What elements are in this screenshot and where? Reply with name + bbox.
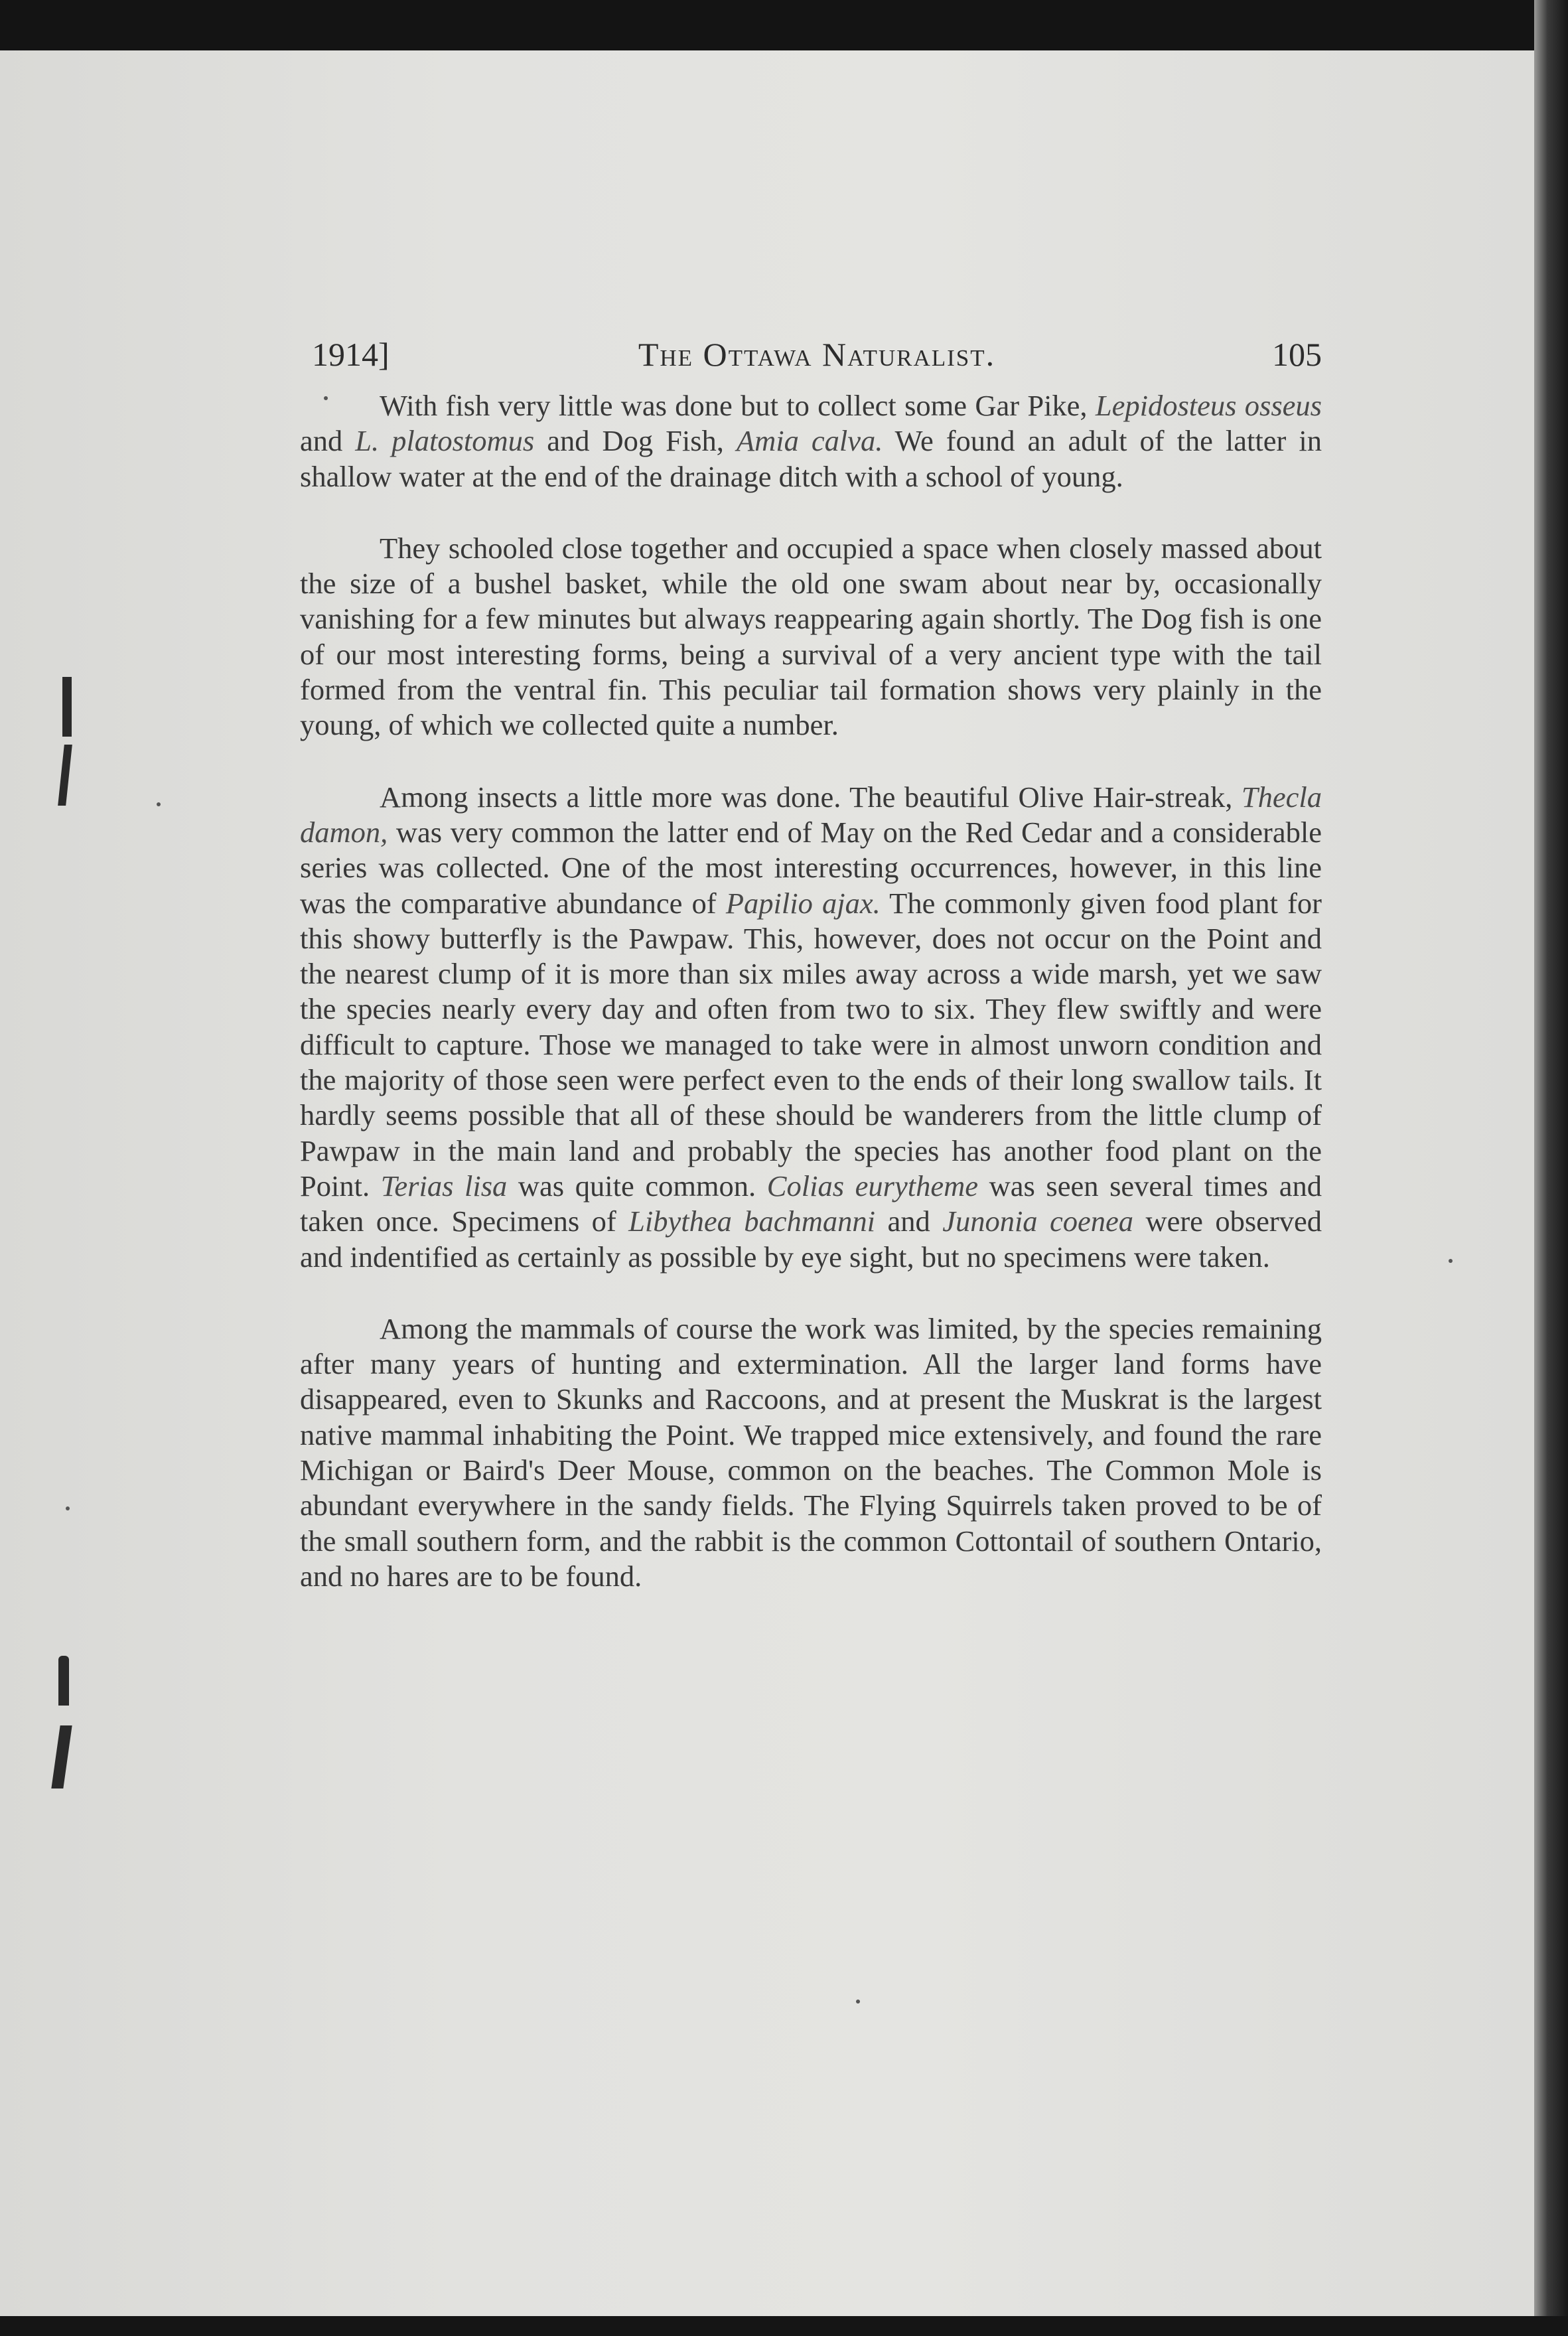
text-run: and	[875, 1204, 943, 1238]
species-name: L. platostomus	[355, 424, 535, 458]
scan-bottom-border	[0, 2316, 1568, 2336]
paragraph-fish	[300, 388, 1322, 494]
speck	[157, 802, 161, 806]
text-run: The commonly given food plant for this showy butterfly is the Pawpaw. This, however, does not occur on the Point and the nearest clump of it is more than six miles away across a wide marsh, yet we saw the species nearly every day and often from two to six. They flew swiftly and were difficult to capture. Those we managed to take were in almost unworn condition and the majority of those seen were perfect even to the ends of their long swallow tails. It hardly seems possible that all of these should be wanderers from the little clump of Pawpaw in the main land and probably the species has another food plant on the Point.	[300, 886, 1322, 1203]
species-name: Thecla damon,	[300, 780, 1322, 849]
binding-mark-3	[58, 1656, 69, 1706]
page-right-edge-shadow	[1534, 0, 1568, 2336]
paragraph-dogfish-school	[300, 531, 1322, 743]
species-name: Amia calva.	[736, 424, 883, 458]
species-name: Papilio ajax.	[725, 886, 881, 920]
article-body	[300, 388, 1322, 1594]
running-head-year: 1914]	[312, 336, 390, 373]
text-run: and	[300, 424, 356, 458]
text-run: Among the mammals of course the work was limited, by the species remaining after many years of hunting and extermination. All the larger land forms have disappeared, even to Skunks and Raccoons, and at present the Muskrat is the largest native mammal inhabiting the Point. We trapped mice extensively, and found the rare Michigan or Baird's Deer Mouse, common on the beaches. The Common Mole is abundant everywhere in the sandy fields. The Flying Squirrels taken proved to be of the small southern form, and the rabbit is the common Cottontail of southern Ontario, and no hares are to be found.	[300, 1311, 1322, 1593]
speck	[856, 2000, 860, 2004]
scan-top-border	[0, 0, 1568, 53]
text-run: They schooled close together and occupied a space when closely massed about the size of a bushel basket, while the old one swam about near by, occasionally vanishing for a few minutes but always reappearing again shortly. The Dog fish is one of our most interesting forms, being a survival of a very ancient type with the tail formed from the ventral fin. This peculiar tail formation shows very plainly in the young, of which we collected quite a number.	[300, 531, 1322, 742]
speck	[66, 1506, 70, 1510]
text-run: We found an adult of the latter in shallow water at the end of the drainage ditch with a school of young.	[300, 424, 1322, 493]
text-run: and Dog Fish,	[534, 424, 737, 458]
page-number: 105	[1272, 336, 1322, 373]
text-run: With fish very little was done but to collect some Gar Pike,	[380, 389, 1096, 422]
species-name: Terias lisa	[380, 1169, 508, 1203]
running-head-journal-title: The Ottawa Naturalist.	[638, 336, 996, 373]
text-run: were observed and indentified as certainly as possible by eye sight, but no specimens were taken.	[300, 1204, 1322, 1274]
species-name: Libythea bachmanni	[628, 1204, 876, 1238]
species-name: Colias eurytheme	[766, 1169, 978, 1203]
text-run: Among insects a little more was done. The beautiful Olive Hair-streak,	[380, 780, 1242, 814]
paragraph-mammals	[300, 1311, 1322, 1594]
binding-mark-1	[62, 677, 72, 737]
text-run: was quite common.	[507, 1169, 767, 1203]
running-head	[312, 335, 1322, 382]
speck	[1449, 1259, 1453, 1263]
species-name: Junonia coenea	[942, 1204, 1133, 1238]
paragraph-insects	[300, 780, 1322, 1275]
species-name: Lepidosteus osseus	[1095, 389, 1322, 422]
text-run: was very common the latter end of May on the Red Cedar and a considerable series was collected. One of the most interesting occurrences, however, in this line was the comparative abundance of	[300, 815, 1322, 920]
text-run: was seen several times and taken once. Specimens of	[300, 1169, 1322, 1238]
